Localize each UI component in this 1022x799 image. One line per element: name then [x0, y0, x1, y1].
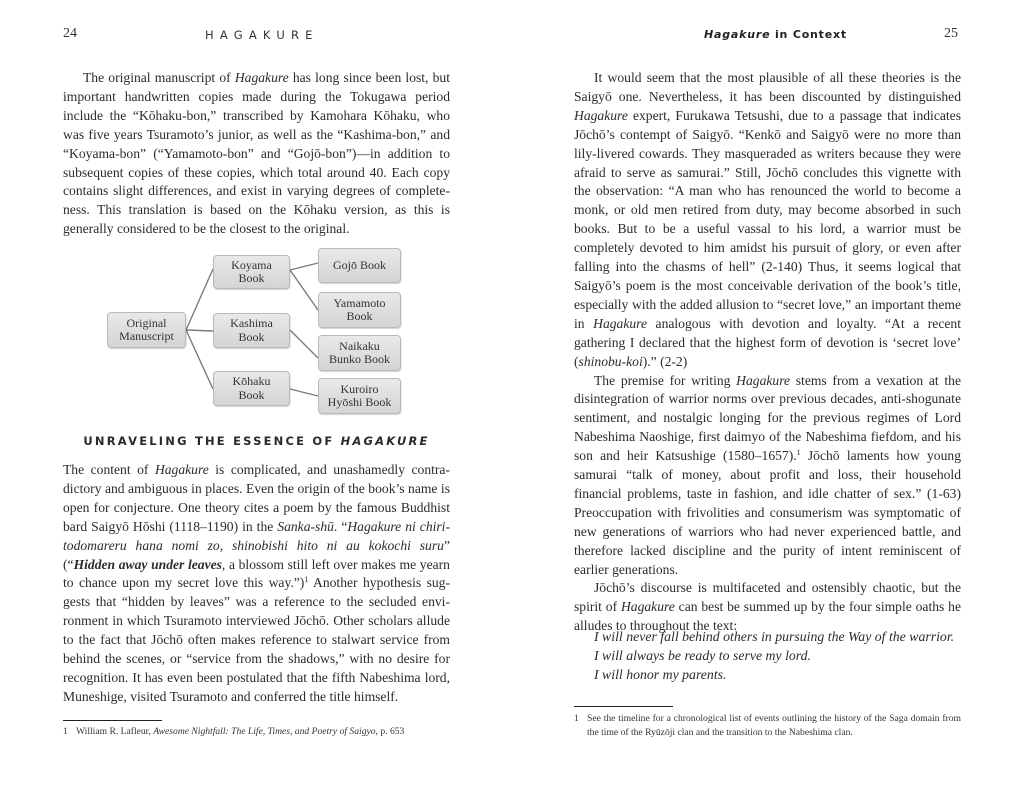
- footnote: [63, 725, 453, 739]
- node-label: Kōhaku Book: [232, 374, 271, 402]
- heading-text: UNRAVELING THE ESSENCE OF: [83, 434, 341, 448]
- text-run: Hagakure ni chiri-todomareru hana nomi zo, shinobishi hito ni au kokochi suru: [63, 518, 450, 553]
- node-label: Yamamoto Book: [333, 295, 386, 323]
- connector-line: [290, 270, 318, 310]
- text-run: Hagakure: [593, 315, 647, 331]
- text-run: The content of: [63, 462, 155, 477]
- text-run: William R. Lafleur,: [76, 726, 154, 737]
- text-run: ).” (2-2): [642, 353, 688, 369]
- text-run: Hidden away under leaves: [73, 556, 222, 572]
- connector-line: [290, 389, 318, 396]
- text-run: Hagakure: [620, 599, 675, 615]
- connector-line: [186, 330, 213, 389]
- diagram-node-root: [107, 312, 186, 348]
- node-label: Koyama Book: [231, 257, 272, 285]
- text-run: Jōchō’s discourse is multifaceted and ostensibly chaotic, but the spirit of: [574, 580, 961, 615]
- section-heading: [63, 434, 450, 448]
- text-run: Hagakure: [736, 372, 791, 388]
- diagram-node-gojo: [318, 248, 401, 283]
- page-number: 25: [944, 26, 958, 41]
- text-run: has long since been lost, but important handwritten copies made during the Tokugawa period include the “Kōhaku-bon,” transcribed by Kamohara Kōhaku, who was five years Tsuramoto’s junior, as well as the “Kashima-bon,” and “Koyama-bon” (“Yamamoto-bon” and “Gojō-bon”)—in addition to subsequent copies of these copies, which total around 40. Each copy contains slight differences, and exist in varying degrees of completeness. This translation is based on the Kōhaku version, as this is generally considered to be the closest to the original.: [63, 70, 450, 237]
- paragraph-text: [574, 69, 961, 372]
- footnote-text: See the timeline for a chronological list of events outlining the history of the Saga domain from the time of the Ryūzōji clan and the transition to the Nabeshima clan.: [587, 713, 961, 738]
- node-label: Kashima Book: [230, 316, 273, 344]
- right-page: [511, 0, 1022, 799]
- text-run: , a blossom still left over makes me yearn to chance upon my secret love this way.”): [63, 556, 450, 591]
- text-run: Hagakure: [234, 70, 289, 85]
- oath-item: I will honor my parents.: [594, 667, 727, 682]
- paragraph-text: [574, 372, 961, 580]
- footnote-rule: [63, 720, 162, 721]
- text-run: analogous with devotion and loyalty. “At a recent gathering I declared that the highest form of devotion is ‘secret love’ (: [574, 315, 961, 369]
- node-label: Kuroiro Hyōshi Book: [327, 381, 392, 409]
- running-head: [704, 28, 847, 41]
- page-number: 24: [63, 26, 77, 41]
- diagram-node-naikaku-bunko: [318, 335, 401, 371]
- footnote-reference[interactable]: 1: [304, 575, 309, 585]
- text-run: Jōchō laments how young samurai “talk of money, about profit and loss, their household financial problems, taste in fashion, and idle chatter of sex.” (1-63) Preoccupation with frivolities and consumerism was symptomatic of new generations of warriors who had never experienced battle, and therefore lacked discipline and the purity of intent reminiscent of earlier generations.: [574, 448, 961, 577]
- running-head-italic: Hagakure: [704, 28, 771, 41]
- manuscript-lineage-diagram: [100, 244, 420, 416]
- running-head: HAGAKURE: [205, 28, 319, 42]
- text-run: Hagakure: [154, 462, 209, 477]
- connector-line: [290, 330, 318, 358]
- text-run: The original manuscript of: [83, 70, 235, 85]
- text-run: Awesome Nightfall: The Life, Times, and Poetry of Saigyo: [153, 726, 376, 737]
- text-run: Sanka-shū: [277, 518, 334, 534]
- heading-italic-title: HAGAKURE: [340, 434, 430, 448]
- diagram-node-yamamoto: [318, 292, 401, 328]
- connector-line: [186, 269, 213, 330]
- node-label: Original Manuscript: [119, 315, 174, 343]
- text-run: Another hypothesis suggests that “hidden by leaves” was a reference to the secluded environment in which Tsuramoto interviewed Jōchō. Other scholars allude to the fact that Jōchō often makes reference to stalwart service from behind the scenes, or “service from the shadows,” with no desire for recognition. It has even been postulated that the fifth Nabeshima lord, Muneshige, visited Tsuramoto and conferred the title himself.: [63, 575, 450, 704]
- footnote-text: [76, 725, 453, 739]
- text-run: The premise for writing: [594, 372, 737, 388]
- diagram-node-kashima: [213, 313, 290, 348]
- running-head-rest: in Context: [770, 28, 847, 41]
- text-run: shinobu-koi: [578, 353, 643, 369]
- connector-line: [290, 263, 318, 270]
- footnote-number: 1: [574, 713, 579, 724]
- oaths-list: [594, 627, 954, 684]
- paragraph: [63, 461, 450, 707]
- diagram-node-kuroiro-hyoshi: [318, 378, 401, 414]
- footnote: [574, 712, 961, 740]
- body-column: [574, 69, 961, 636]
- paragraph-text: [63, 461, 450, 707]
- text-run: is complicated, and unashamedly contradictory and ambiguous in places. Even the origin of the book’s name is open for conjecture. One theory cites a poem by the famous Buddhist bard Saigyō Hōshi (1118–1190) in the: [63, 462, 450, 534]
- connector-line: [186, 330, 213, 331]
- text-run: . “: [333, 518, 348, 534]
- text-run: can best be summed up by the four simple oaths he alludes to throughout the text:: [574, 599, 961, 634]
- footnote-rule: [574, 706, 673, 707]
- node-label: Naikaku Bunko Book: [328, 338, 390, 366]
- text-run: , p. 653: [375, 726, 405, 737]
- diagram-node-kohaku: [213, 371, 290, 406]
- paragraph: [63, 69, 450, 239]
- text-run: expert, Furukawa Tetsushi, due to a passage that indicates Jōchō’s contempt of Saigyō. “Kenkō and Saigyō were no more than lily-livered cowards. They masqueraded as writers because they were afraid to serve as samurai.” Still, Jōchō concludes this vignette with the observation: “A man who has renounced the world to become a monk, or old men retired from duty, may become absorbed in such books. But to be a useful vassal to his lord, a warrior must be completely devoted to him amidst his pursuit of glory, or even after falling into the chasms of hell” (2-140) Thus, it seems logical that Saigyō’s poem is the most conceivable derivation of the book’s title, especially with the added allusion to “secret love,” an important theme in: [574, 107, 961, 331]
- oath-item: I will always be ready to serve my lord.: [594, 648, 812, 663]
- node-label: Gojō Book: [332, 257, 386, 272]
- paragraph-text: [63, 69, 450, 239]
- footnote-number: 1: [63, 726, 68, 737]
- text-run: It would seem that the most plausible of all these theories is the Saigyō one. Nevertheless, it has been discounted by distinguished: [574, 70, 961, 104]
- text-run: stems from a vexation at the disintegration of warrior norms over previous decades, anti-shogunate sentiment, and nostalgic longing for the previous regimes of Lord Nabeshima Naoshige, first daimyo of the Nabeshima fiefdom, and his son and heir Katsushige (1580–1657).: [574, 372, 961, 464]
- footnote-reference[interactable]: 1: [796, 448, 801, 458]
- text-run: ” (“: [63, 537, 450, 572]
- text-run: Hagakure: [574, 107, 628, 123]
- oath-item: I will never fall behind others in pursuing the Way of the warrior.: [594, 629, 955, 644]
- diagram-node-koyama: [213, 255, 290, 289]
